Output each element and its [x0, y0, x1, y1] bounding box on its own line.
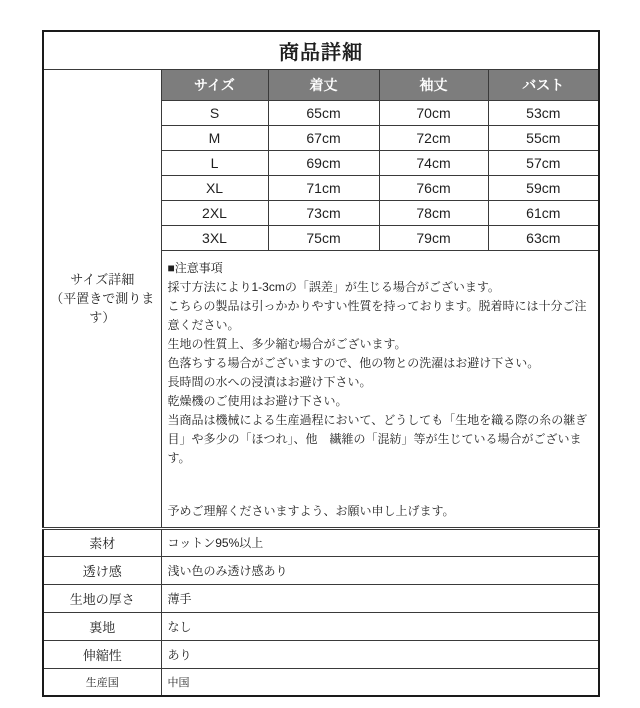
- length-cell: 73cm: [268, 200, 379, 225]
- sleeve-cell: 74cm: [379, 150, 488, 175]
- spec-label: 透け感: [43, 556, 161, 584]
- sleeve-cell: 76cm: [379, 175, 488, 200]
- bust-cell: 55cm: [488, 125, 599, 150]
- notes-line: 乾燥機のご使用はお避け下さい。: [167, 393, 348, 408]
- title-row: [43, 31, 599, 69]
- spec-label: 裏地: [43, 612, 161, 640]
- spec-row-stretch: [43, 640, 599, 668]
- notes-line: 長時間の水への浸漬はお避け下さい。: [167, 374, 372, 389]
- spec-value: 中国: [161, 668, 599, 696]
- spec-label: 素材: [43, 528, 161, 556]
- page-title: 商品詳細: [43, 31, 599, 69]
- notes-line: こちらの製品は引っかかりやすい性質を持っております。脱着時には十分ご注意ください。: [167, 298, 587, 332]
- column-header-size: サイズ: [161, 69, 268, 100]
- notes-closing: 予めご理解くださいますよう、お願い申し上げます。: [167, 503, 455, 518]
- spec-value: コットン95%以上: [161, 528, 599, 556]
- notes-spacer: [168, 468, 593, 502]
- length-cell: 65cm: [268, 100, 379, 125]
- spec-label: 生地の厚さ: [43, 584, 161, 612]
- bust-cell: 57cm: [488, 150, 599, 175]
- spec-row-lining: [43, 612, 599, 640]
- size-detail-label-line1: サイズ詳細: [70, 271, 135, 287]
- column-header-bust: バスト: [488, 69, 599, 100]
- size-detail-label-line2: （平置きで測ります）: [50, 290, 155, 325]
- notes-line: 色落ちする場合がございますので、他の物との洗濯はお避け下さい。: [167, 355, 540, 370]
- spec-value: あり: [161, 640, 599, 668]
- size-detail-row-label: [43, 69, 161, 528]
- notes-heading: ■注意事項: [167, 260, 223, 275]
- spec-row-sheerness: [43, 556, 599, 584]
- sleeve-cell: 79cm: [379, 225, 488, 250]
- notes-line: 生地の性質上、多少縮む場合がございます。: [167, 336, 407, 351]
- notes-line: 採寸方法により1-3cmの「誤差」が生じる場合がございます。: [167, 279, 500, 294]
- spec-value: なし: [161, 612, 599, 640]
- spec-value: 浅い色のみ透け感あり: [161, 556, 599, 584]
- spec-row-country: [43, 668, 599, 696]
- bust-cell: 61cm: [488, 200, 599, 225]
- spec-row-fabric-thickness: [43, 584, 599, 612]
- spec-label: 生産国: [43, 668, 161, 696]
- size-cell: S: [161, 100, 268, 125]
- bust-cell: 63cm: [488, 225, 599, 250]
- product-detail-table: [42, 30, 600, 697]
- bust-cell: 53cm: [488, 100, 599, 125]
- length-cell: 75cm: [268, 225, 379, 250]
- size-cell: 2XL: [161, 200, 268, 225]
- sleeve-cell: 78cm: [379, 200, 488, 225]
- size-cell: L: [161, 150, 268, 175]
- notes-cell: [161, 250, 599, 528]
- size-header-row: [43, 69, 599, 100]
- column-header-sleeve: 袖丈: [379, 69, 488, 100]
- spec-row-material: [43, 528, 599, 556]
- length-cell: 69cm: [268, 150, 379, 175]
- length-cell: 67cm: [268, 125, 379, 150]
- sleeve-cell: 70cm: [379, 100, 488, 125]
- notes-line: 当商品は機械による生産過程において、どうしても「生地を織る際の糸の継ぎ目」や多少の「ほつれ」、他 繊維の「混紡」等が生じている場合がございます。: [167, 412, 588, 465]
- spec-label: 伸縮性: [43, 640, 161, 668]
- length-cell: 71cm: [268, 175, 379, 200]
- spec-value: 薄手: [161, 584, 599, 612]
- size-cell: M: [161, 125, 268, 150]
- size-cell: 3XL: [161, 225, 268, 250]
- column-header-length: 着丈: [268, 69, 379, 100]
- sleeve-cell: 72cm: [379, 125, 488, 150]
- bust-cell: 59cm: [488, 175, 599, 200]
- size-cell: XL: [161, 175, 268, 200]
